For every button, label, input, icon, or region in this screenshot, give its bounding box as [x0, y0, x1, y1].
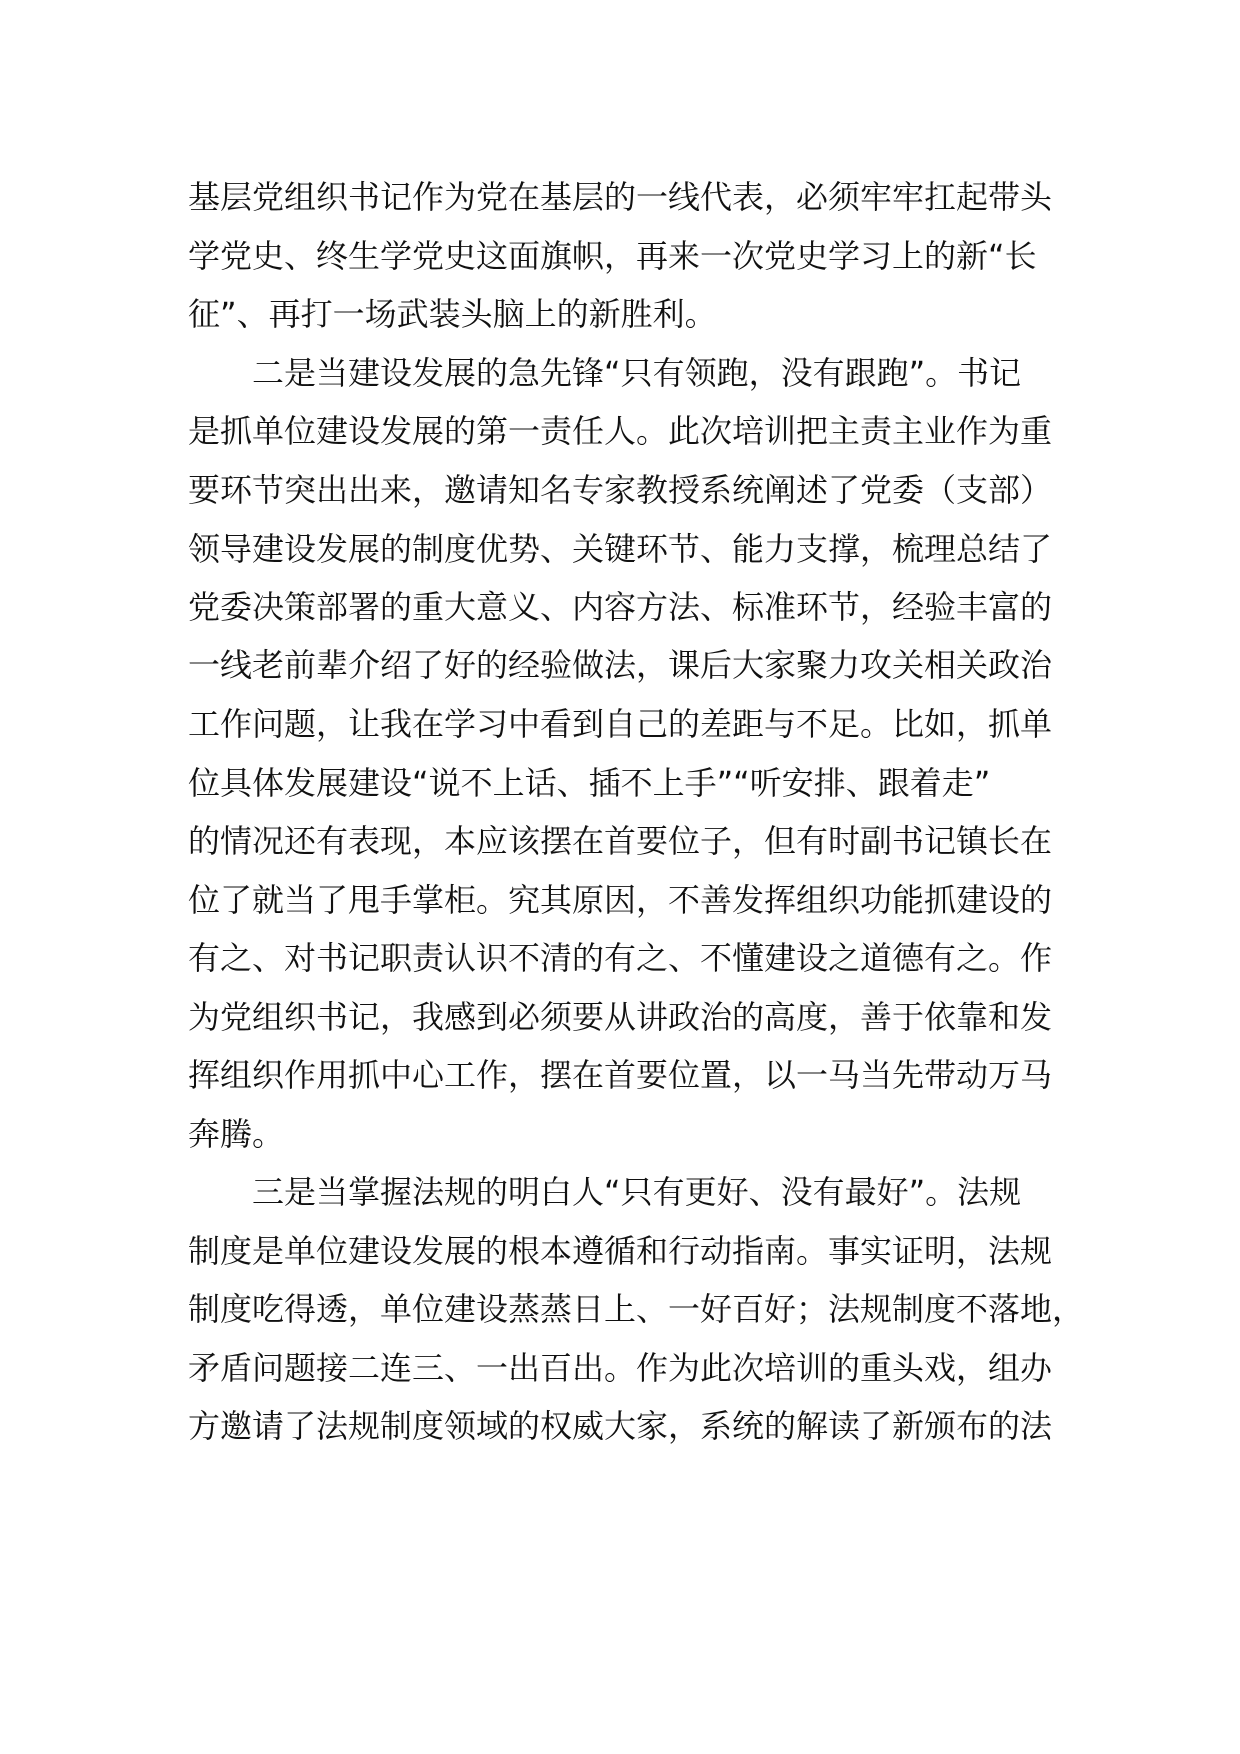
text-line: 方邀请了法规制度领域的权威大家，系统的解读了新颁布的法	[188, 1407, 1053, 1445]
text-line: 有之、对书记职责认识不清的有之、不懂建设之道德有之。作	[188, 939, 1053, 977]
text-line: 工作问题，让我在学习中看到自己的差距与不足。比如，抓单	[188, 705, 1053, 743]
text-line: 要环节突出出来，邀请知名专家教授系统阐述了党委（支部）	[188, 471, 1053, 509]
text-line: 的情况还有表现，本应该摆在首要位子，但有时副书记镇长在	[188, 822, 1053, 860]
text-line: 征”、再打一场武装头脑上的新胜利。	[188, 295, 717, 333]
text-line: 是抓单位建设发展的第一责任人。此次培训把主责主业作为重	[188, 412, 1053, 450]
text-line: 学党史、终生学党史这面旗帜，再来一次党史学习上的新“长	[188, 237, 1037, 275]
text-line: 位了就当了甩手掌柜。究其原因，不善发挥组织功能抓建设的	[188, 881, 1053, 919]
text-line: 奔腾。	[188, 1115, 285, 1153]
text-line: 基层党组织书记作为党在基层的一线代表，必须牢牢扛起带头	[188, 178, 1053, 216]
paragraph-start-line: 二是当建设发展的急先锋“只有领跑，没有跟跑”。书记	[252, 354, 1022, 392]
text-line: 制度是单位建设发展的根本遵循和行动指南。事实证明，法规	[188, 1232, 1053, 1270]
text-line: 位具体发展建设“说不上话、插不上手”“听安排、跟着走”	[188, 764, 991, 802]
text-line: 挥组织作用抓中心工作，摆在首要位置，以一马当先带动万马	[188, 1056, 1053, 1094]
text-line: 制度吃得透，单位建设蒸蒸日上、一好百好；法规制度不落地，	[188, 1290, 1085, 1328]
paragraph-start-line: 三是当掌握法规的明白人“只有更好、没有最好”。法规	[252, 1173, 1022, 1211]
text-line: 为党组织书记，我感到必须要从讲政治的高度，善于依靠和发	[188, 998, 1053, 1036]
text-line: 党委决策部署的重大意义、内容方法、标准环节，经验丰富的	[188, 588, 1053, 626]
text-line: 一线老前辈介绍了好的经验做法，课后大家聚力攻关相关政治	[188, 646, 1053, 684]
text-line: 矛盾问题接二连三、一出百出。作为此次培训的重头戏，组办	[188, 1349, 1053, 1387]
text-line: 领导建设发展的制度优势、关键环节、能力支撑，梳理总结了	[188, 530, 1053, 568]
